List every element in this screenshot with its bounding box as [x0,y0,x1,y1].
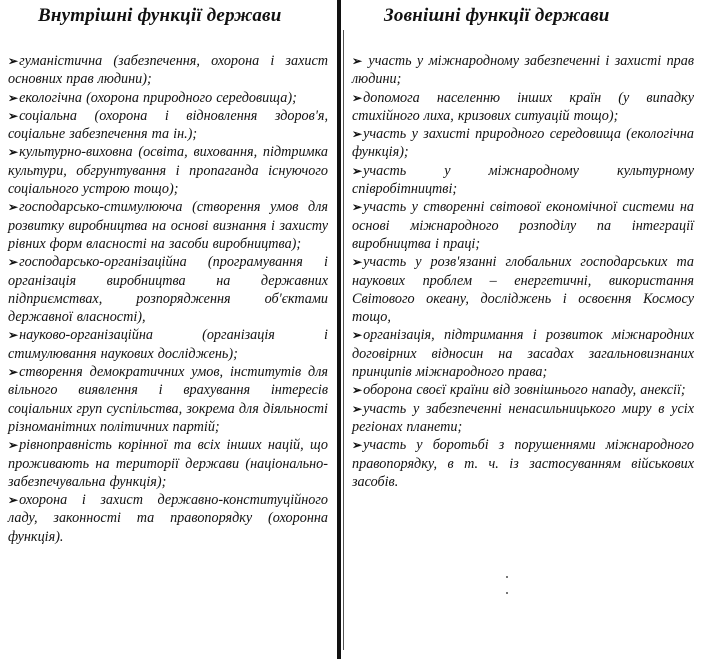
scan-speck [506,592,508,594]
list-item-text: господарсько-організаційна (програмування і організація виробництва на державних підприємствах, розпорядження об'єктами державної власності), [8,254,328,326]
arrow-bullet-icon: ➢ [352,383,363,398]
arrow-bullet-icon: ➢ [8,90,19,105]
list-item-text: організація, підтримання і розвиток міжнародних договірних відносин на засадах загальновизнаних принципів міжнародного права; [352,327,694,381]
arrow-bullet-icon: ➢ [8,438,19,453]
internal-functions-list [8,52,328,546]
list-item-text: культурно-виховна (освіта, виховання, підтримка культури, обгрунтування і пропаганда існуючого соціального устрою тощо); [8,144,328,198]
arrow-bullet-icon: ➢ [8,493,19,508]
arrow-bullet-icon: ➢ [8,365,19,380]
list-item [352,52,694,89]
list-item-text: участь у розв'язанні глобальних господарських та наукових проблем – енергетичні, використання Світового океану, досліджень і освоєння Космосу тощо, [352,254,694,326]
list-item-text: екологічна (охорона природного середовища); [19,89,297,106]
list-item-text: оборона своєї країни від зовнішнього нападу, анексії; [363,382,686,399]
external-functions-list [352,52,694,491]
list-item [352,326,694,381]
list-item-text: участь у боротьбі з порушеннями міжнародного правопорядку, в т. ч. із застосуванням військових засобів. [352,437,694,490]
list-item-text: участь у міжнародному культурному співробітництві; [352,162,694,198]
list-item [352,436,694,491]
arrow-bullet-icon: ➢ [352,255,363,270]
arrow-bullet-icon: ➢ [352,438,363,453]
list-item [352,125,694,162]
list-item [352,89,694,126]
column-divider [337,0,341,659]
list-item [8,491,328,546]
list-item [8,107,328,144]
list-item-text: соціальна (охорона і відновлення здоров'я, соціальне забезпечення та ін.); [8,107,328,143]
arrow-bullet-icon: ➢ [352,328,363,343]
arrow-bullet-icon: ➢ [8,145,19,160]
list-item-text: охорона і захист державно-конституційного ладу, законності та правопорядку (охоронна функція). [8,492,328,545]
list-item-text: науково-організаційна (організація і стимулювання наукових досліджень); [8,327,328,362]
arrow-bullet-icon: ➢ [8,255,19,270]
list-item-text: участь у забезпеченні ненасильницького миру в усіх регіонах планети; [352,400,694,435]
arrow-bullet-icon: ➢ [8,200,19,215]
arrow-bullet-icon: ➢ [352,54,363,68]
list-item-text: участь у захисті природного середовища (екологічна функція); [352,126,694,161]
list-item [8,52,328,89]
arrow-bullet-icon: ➢ [352,127,363,142]
list-item [8,89,328,107]
arrow-bullet-icon: ➢ [8,328,19,343]
list-item-text: гуманістична (забезпечення, охорона і захист основних прав людини); [8,53,328,88]
list-item-text: господарсько-стимулююча (створення умов для розвитку виробництва на основі визнання і захисту рівних форм власності на засоби виробництва); [8,199,328,252]
list-item [8,436,328,491]
list-item [8,326,328,363]
list-item [8,143,328,198]
internal-functions-title: Внутрішні функції держави [38,5,282,26]
arrow-bullet-icon: ➢ [352,401,363,416]
list-item [352,381,694,399]
list-item [8,253,328,326]
arrow-bullet-icon: ➢ [352,163,363,178]
arrow-bullet-icon: ➢ [8,108,19,123]
list-item-text: допомога населенню інших країн (у випадку стихійного лиха, кризових ситуацій тощо); [352,89,694,124]
arrow-bullet-icon: ➢ [352,200,363,215]
list-item [8,198,328,253]
list-item-text: участь у створенні світової економічної системи на основі міжнародного розподілу па інтеграції виробництва і праці; [352,199,694,252]
list-item-text: рівноправність корінної та всіх інших націй, що проживають на території держави (національно-забезпечувальна функція); [8,437,328,490]
list-item [352,162,694,199]
list-item [352,253,694,326]
list-item [8,363,328,436]
list-item [352,400,694,437]
list-item [352,198,694,253]
arrow-bullet-icon: ➢ [352,90,363,105]
scan-speck [506,576,508,578]
arrow-bullet-icon: ➢ [8,54,19,68]
external-functions-title: Зовнішні функції держави [384,5,610,26]
list-item-text: створення демократичних умов, інститутів для вільного виявлення і врахування інтересів соціальних груп суспільства, зокрема для діяльності різноманітних політичних партій; [8,364,328,435]
list-item-text: участь у міжнародному забезпеченні і захисті прав людини; [352,53,695,88]
